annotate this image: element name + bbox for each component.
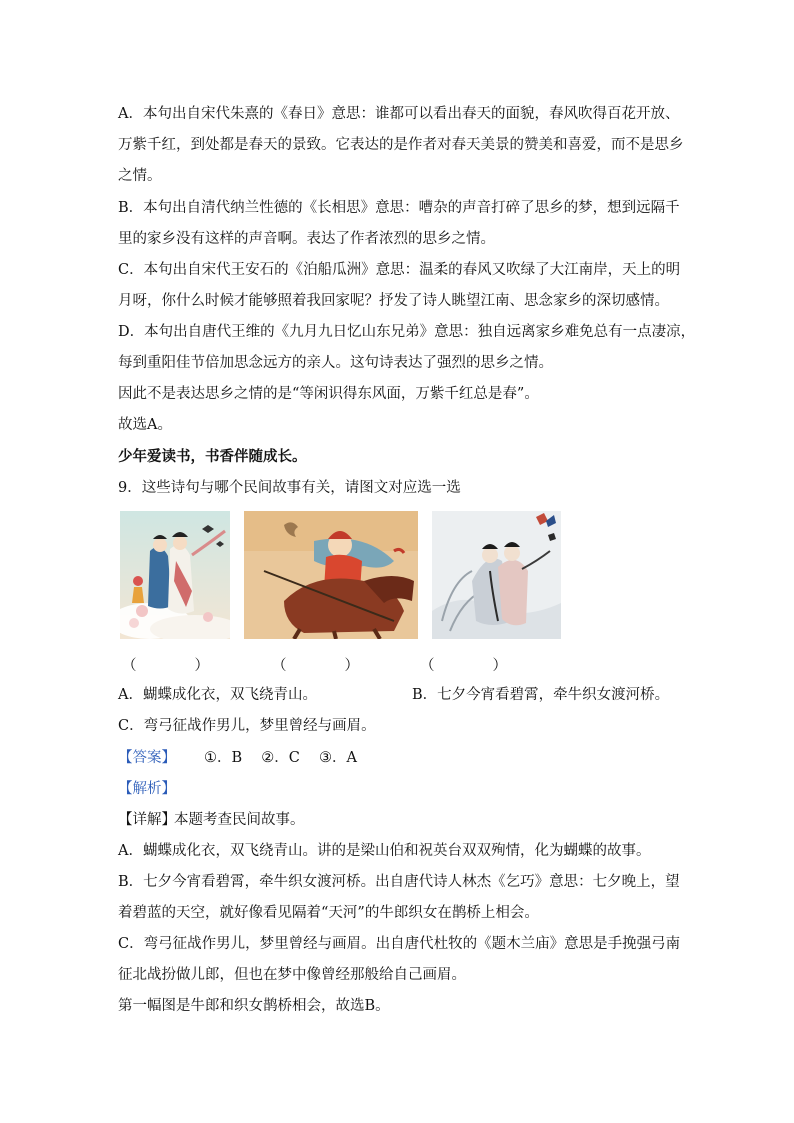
answer-choice-text: 故选A。 (118, 417, 172, 433)
picture-cowherd-weaver-girl (120, 511, 230, 639)
detail-text: 本题考查民间故事。 (174, 812, 305, 828)
explanation-c: 征北战扮做儿郎，但也在梦中像曾经那般给自己画眉。 (118, 967, 466, 983)
explanation-b: B．七夕今宵看碧霄，牵牛织女渡河桥。出自唐代诗人林杰《乞巧》意思：七夕晚上，望 (118, 874, 680, 890)
conclusion-text: 因此不是表达思乡之情的是“等闲识得东风面，万紫千红总是春”。 (118, 386, 539, 402)
detail-label: 【详解】 (118, 812, 176, 828)
option-b: B．七夕今宵看碧霄，牵牛织女渡河桥。 (412, 687, 670, 703)
answer-blank-3[interactable]: （ ） (420, 658, 507, 674)
answer-text: ①．B ②．C ③．A (204, 750, 357, 766)
answer-blank-1[interactable]: （ ） (122, 658, 209, 674)
section-title: 少年爱读书，书香伴随成长。 (118, 448, 307, 465)
explanation-c: C．弯弓征战作男儿，梦里曾经与画眉。出自唐代杜牧的《题木兰庙》意思是手挽强弓南 (118, 936, 681, 952)
answer-blank-2[interactable]: （ ） (272, 658, 359, 674)
text-line: 里的家乡没有这样的声音啊。表达了作者浓烈的思乡之情。 (118, 231, 495, 247)
explanation-a: A．蝴蝶成化衣，双飞绕青山。讲的是梁山伯和祝英台双双殉情，化为蝴蝶的故事。 (118, 843, 651, 859)
text-line: 月呀，你什么时候才能够照着我回家呢？抒发了诗人眺望江南、思念家乡的深切感情。 (118, 293, 669, 309)
text-line: 每到重阳佳节倍加思念远方的亲人。这句诗表达了强烈的思乡之情。 (118, 355, 553, 371)
text-line: B．本句出自清代纳兰性德的《长相思》意思：嘈杂的声音打碎了思乡的梦，想到远隔千 (118, 200, 680, 216)
text-line: 之情。 (118, 168, 162, 184)
answer-label: 【答案】 (118, 750, 176, 766)
text-line: D．本句出自唐代王维的《九月九日忆山东兄弟》意思：独自远离家乡难免总有一点凄凉， (118, 324, 696, 340)
text-line: 万紫千红，到处都是春天的景致。它表达的是作者对春天美景的赞美和喜爱，而不是思乡 (118, 137, 684, 153)
picture-butterfly-lovers (432, 511, 561, 639)
text-line: C．本句出自宋代王安石的《泊船瓜洲》意思：温柔的春风又吹绿了大江南岸，天上的明 (118, 262, 681, 278)
option-a: A．蝴蝶成化衣，双飞绕青山。 (118, 687, 317, 703)
final-answer: 第一幅图是牛郎和织女鹊桥相会，故选B。 (118, 998, 390, 1014)
analysis-label: 【解析】 (118, 781, 176, 797)
picture-mulan-on-horse (244, 511, 418, 639)
text-line: A．本句出自宋代朱熹的《春日》意思：谁都可以看出春天的面貌，春风吹得百花开放、 (118, 106, 680, 122)
option-c: C．弯弓征战作男儿，梦里曾经与画眉。 (118, 718, 376, 734)
question-9: 9．这些诗句与哪个民间故事有关，请图文对应选一选 (118, 480, 461, 496)
explanation-b: 着碧蓝的天空，就好像看见隔着“天河”的牛郎织女在鹊桥上相会。 (118, 905, 539, 921)
